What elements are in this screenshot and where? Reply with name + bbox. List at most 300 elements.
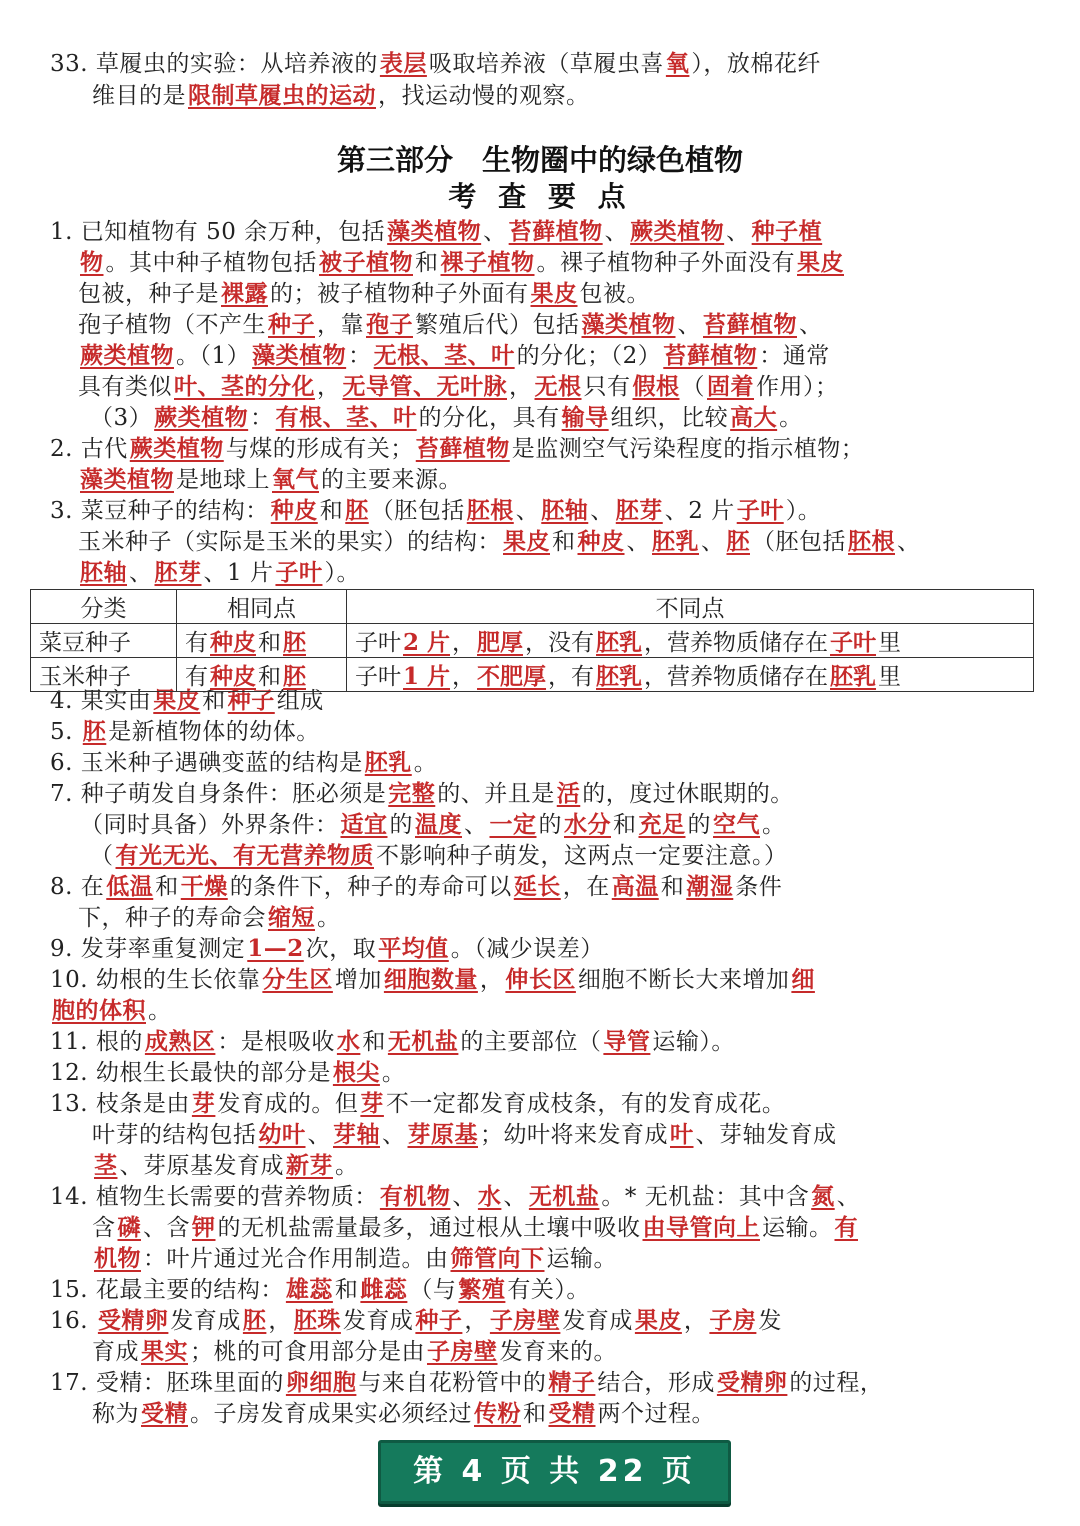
text-run: 运输）。: [652, 1029, 735, 1055]
text-line: [50, 1088, 785, 1120]
text-run: 的主要来源。: [321, 467, 462, 493]
text-line: [80, 809, 786, 841]
text-run: 。子房发育成果实必须经过: [190, 1401, 472, 1427]
text-run: 33. 草履虫的实验：从培养液的: [50, 51, 378, 77]
answer-blank: 果实: [141, 1338, 188, 1365]
page-indicator: 第 4 页 共 22 页: [378, 1440, 731, 1504]
answer-blank: 水: [336, 1028, 361, 1055]
text-run: 、含: [143, 1215, 190, 1241]
text-run: ：通常: [759, 343, 830, 369]
text-line: [92, 1243, 617, 1275]
table-cell: [347, 624, 1034, 658]
text-line: [50, 995, 172, 1027]
answer-blank: 传粉: [474, 1400, 521, 1427]
answer-blank: 输导: [561, 404, 609, 431]
text-run: 7. 种子萌发自身条件：胚必须是: [50, 781, 387, 807]
text-run: 发育成: [562, 1308, 633, 1334]
answer-blank: 繁殖: [458, 1276, 506, 1303]
text-run: 。: [413, 750, 438, 776]
answer-blank: 表层: [379, 50, 427, 77]
answer-blank: 细: [791, 966, 815, 993]
text-run: ，: [452, 630, 476, 656]
text-run: 组织，比较: [610, 405, 729, 431]
answer-blank: 苔藓植物: [508, 218, 603, 245]
answer-blank: 完整: [388, 780, 436, 807]
text-run: 子叶: [355, 630, 401, 656]
text-line: [92, 1119, 837, 1151]
answer-blank: 缩短: [268, 904, 315, 931]
answer-blank: 根尖: [332, 1059, 380, 1086]
text-run: （胚包括: [370, 498, 465, 524]
text-run: 、1 片: [203, 560, 274, 586]
text-run: 和: [334, 1277, 359, 1303]
text-line: [78, 309, 823, 341]
answer-blank: 孢子: [366, 311, 413, 338]
answer-blank: 种子: [268, 311, 315, 338]
text-run: ：是根吸收: [217, 1029, 335, 1055]
answer-blank: 物: [80, 249, 104, 276]
answer-blank: 1—2: [247, 935, 304, 962]
text-run: 和: [362, 1029, 386, 1055]
text-run: 子叶: [355, 664, 401, 690]
text-run: 14. 植物生长需要的营养物质：: [50, 1184, 378, 1210]
answer-blank: 胚轴: [541, 497, 589, 524]
text-run: 8. 在: [50, 874, 105, 900]
text-line: [78, 371, 839, 403]
text-run: 里: [878, 630, 902, 656]
answer-blank: 假根: [632, 373, 680, 400]
answer-blank: 充足: [638, 811, 686, 838]
text-run: 的: [389, 812, 413, 838]
answer-blank: 高大: [730, 404, 778, 431]
text-run: 的: [538, 812, 562, 838]
subtitle: 考 查 要 点: [448, 180, 632, 213]
answer-blank: 受精: [141, 1400, 188, 1427]
text-run: 、: [897, 529, 921, 555]
answer-blank: 无根、茎、叶: [373, 342, 515, 369]
text-run: 玉米种子（实际是玉米的果实）的结构：: [78, 529, 501, 555]
text-run: 和: [258, 664, 281, 690]
answer-blank: 磷: [117, 1214, 141, 1241]
text-run: 包被，种子是: [78, 281, 219, 307]
text-line: [50, 964, 817, 996]
answer-blank: 裸露: [221, 280, 268, 307]
text-run: 15. 花最主要的结构：: [50, 1277, 284, 1303]
text-run: 孢子植物（不产生: [78, 312, 266, 338]
text-run: 有: [185, 664, 208, 690]
text-run: 发育来的。: [499, 1339, 617, 1365]
text-run: 。其中种子植物包括: [105, 250, 317, 276]
text-run: 、芽原基发育成: [119, 1153, 284, 1179]
text-run: ，有: [548, 664, 595, 690]
answer-blank: 蕨类植物: [154, 404, 249, 431]
text-run: 含: [92, 1215, 116, 1241]
text-line: [78, 464, 462, 496]
answer-blank: 种皮: [577, 528, 625, 555]
answer-blank: 胚: [242, 1307, 267, 1334]
text-run: 是新植物体的幼体。: [108, 719, 320, 745]
answer-blank: 果皮: [530, 280, 578, 307]
text-run: 、: [503, 1184, 527, 1210]
text-line: [50, 747, 437, 779]
text-run: ，: [479, 967, 504, 993]
text-run: 的；被子植物种子外面有: [270, 281, 529, 307]
text-line: [50, 495, 821, 527]
text-run: 育成: [92, 1339, 139, 1365]
text-run: ）。: [324, 560, 360, 586]
text-run: ），放棉花纤: [691, 51, 821, 77]
answer-blank: 氧气: [272, 466, 319, 493]
text-run: 。（1）: [176, 343, 251, 369]
text-run: 发育成: [342, 1308, 414, 1334]
answer-blank: 种子: [227, 687, 275, 714]
answer-blank: 藻类植物: [80, 466, 174, 493]
answer-blank: 1 片: [403, 663, 451, 690]
text-run: 组成: [276, 688, 324, 714]
answer-blank: 种皮: [210, 663, 256, 690]
text-run: 9. 发芽率重复测定: [50, 936, 246, 962]
text-run: 的: [687, 812, 711, 838]
answer-blank: 子叶: [830, 629, 877, 656]
text-run: ，没有: [525, 630, 595, 656]
text-line: [78, 340, 830, 372]
text-run: ：: [250, 405, 274, 431]
text-run: 和: [552, 529, 576, 555]
text-run: ，找运动慢的观察。: [378, 83, 590, 109]
text-line: [92, 1212, 860, 1244]
text-line: [78, 557, 360, 589]
answer-blank: 胚根: [466, 497, 514, 524]
text-run: 增加: [334, 967, 382, 993]
text-run: 运输。: [546, 1246, 617, 1272]
text-run: ，: [452, 664, 476, 690]
text-line: [50, 871, 782, 903]
answer-blank: 无根: [534, 373, 582, 400]
text-run: 结合，形成: [597, 1370, 715, 1396]
text-run: 、2 片: [664, 498, 735, 524]
text-run: ：叶片通过光合作用制造。由: [143, 1246, 449, 1272]
text-run: 发: [758, 1308, 782, 1334]
answer-blank: 种皮: [270, 497, 318, 524]
answer-blank: 果皮: [503, 528, 550, 555]
text-run: 和: [660, 874, 685, 900]
answer-blank: 胚: [283, 629, 306, 656]
text-run: 的、并且是: [437, 781, 555, 807]
text-run: 、芽轴发育成: [695, 1122, 837, 1148]
answer-blank: 一定: [489, 811, 537, 838]
text-line: [78, 247, 846, 279]
table-cell: [31, 624, 177, 658]
text-run: 。: [335, 1153, 359, 1179]
text-run: 下，种子的寿命会: [78, 905, 266, 931]
text-line: [78, 526, 921, 558]
answer-blank: 受精: [548, 1400, 596, 1427]
answer-blank: 果皮: [797, 249, 844, 276]
text-run: 。: [148, 998, 172, 1024]
text-run: （同时具备）外界条件：: [80, 812, 339, 838]
text-run: 、: [677, 312, 701, 338]
answer-blank: 子房壁: [427, 1338, 498, 1365]
text-run: 、: [452, 1184, 476, 1210]
text-run: 发育成: [170, 1308, 241, 1334]
answer-blank: 蕨类植物: [630, 218, 725, 245]
text-run: 、: [626, 529, 650, 555]
text-run: ，: [268, 1308, 292, 1334]
answer-blank: 茎: [94, 1152, 118, 1179]
text-line: [50, 1367, 883, 1399]
text-run: 。裸子植物种子外面没有: [536, 250, 795, 276]
answer-blank: 藻类植物: [252, 342, 347, 369]
answer-blank: 有光无光、有无营养物质: [115, 842, 374, 869]
text-line: [90, 402, 803, 434]
answer-blank: 叶: [670, 1121, 694, 1148]
table-header-row: [31, 590, 1034, 624]
answer-blank: 藻类植物: [581, 311, 676, 338]
answer-blank: 机物: [94, 1245, 141, 1272]
text-run: 、: [464, 812, 488, 838]
text-run: 叶芽的结构包括: [92, 1122, 257, 1148]
text-run: 玉米种子: [39, 664, 131, 690]
text-run: 10. 幼根的生长依靠: [50, 967, 261, 993]
text-run: 不影响种子萌发，这两点一定要注意。）: [376, 843, 788, 869]
answer-blank: 叶、茎的分化: [174, 373, 315, 400]
answer-blank: 雌蕊: [360, 1276, 408, 1303]
section-title: 第三部分 生物圈中的绿色植物: [336, 143, 743, 177]
answer-blank: 空气: [713, 811, 760, 838]
answer-blank: 成熟区: [144, 1028, 216, 1055]
text-line: [92, 1150, 359, 1182]
text-run: 菜豆种子: [39, 630, 131, 656]
text-run: 次，取: [305, 936, 377, 962]
text-run: 繁殖后代）包括: [415, 312, 580, 338]
text-line: [50, 716, 320, 748]
answer-blank: 种子植: [751, 218, 823, 245]
answer-blank: 延长: [513, 873, 561, 900]
answer-blank: 适宜: [340, 811, 388, 838]
answer-blank: 子叶: [275, 559, 323, 586]
text-run: 的主要部位（: [460, 1029, 602, 1055]
answer-blank: 钾: [192, 1214, 216, 1241]
table-header-cell: 不同点: [347, 590, 1034, 624]
text-run: 13. 枝条是由: [50, 1091, 190, 1117]
text-run: ，: [317, 374, 341, 400]
text-run: ，: [464, 1308, 488, 1334]
answer-blank: 限制草履虫的运动: [188, 82, 376, 109]
answer-blank: 果皮: [153, 687, 201, 714]
text-run: 。: [317, 905, 341, 931]
text-run: 11. 根的: [50, 1029, 143, 1055]
answer-blank: 芽: [191, 1090, 216, 1117]
table-cell: [347, 658, 1034, 692]
text-run: 的分化；（2）: [516, 343, 662, 369]
answer-blank: 固着: [707, 373, 754, 400]
text-run: 是监测空气污染程度的指示植物；: [511, 436, 865, 462]
text-run: 包被。: [579, 281, 650, 307]
text-run: 、: [382, 1122, 406, 1148]
text-run: （: [681, 374, 705, 400]
answer-blank: 干燥: [180, 873, 228, 900]
text-run: ：: [348, 343, 372, 369]
text-run: 16.: [50, 1308, 96, 1334]
text-run: 的分化，具有: [418, 405, 560, 431]
answer-blank: 种子: [415, 1307, 463, 1334]
text-run: 维目的是: [92, 83, 186, 109]
answer-blank: 温度: [415, 811, 462, 838]
answer-blank: 子房壁: [489, 1307, 561, 1334]
text-run: ，在: [562, 874, 610, 900]
text-run: 称为: [92, 1401, 139, 1427]
answer-blank: 无导管、无叶脉: [342, 373, 507, 400]
text-run: ，: [683, 1308, 708, 1334]
answer-blank: 芽: [360, 1090, 384, 1117]
answer-blank: 平均值: [378, 935, 449, 962]
text-line: [90, 840, 788, 872]
text-run: 、: [799, 312, 823, 338]
answer-blank: 蕨类植物: [129, 435, 224, 462]
answer-blank: 胚: [283, 663, 306, 690]
text-run: 和: [415, 250, 439, 276]
answer-blank: 幼叶: [258, 1121, 306, 1148]
text-run: 里: [878, 664, 902, 690]
answer-blank: 细胞数量: [383, 966, 478, 993]
text-line: [50, 433, 864, 465]
text-run: 和: [155, 874, 179, 900]
text-run: 具有类似: [78, 374, 172, 400]
text-line: [50, 216, 824, 248]
answer-blank: 高温: [611, 873, 659, 900]
answer-blank: 胚乳: [596, 663, 643, 690]
text-run: 、: [515, 498, 540, 524]
text-run: 、: [726, 219, 750, 245]
text-run: 和: [202, 688, 226, 714]
text-run: 作用）；: [756, 374, 839, 400]
answer-blank: 潮湿: [686, 873, 734, 900]
answer-blank: 芽原基: [407, 1121, 478, 1148]
text-run: 、: [836, 1184, 861, 1210]
text-run: 、: [590, 498, 614, 524]
text-run: 、: [483, 219, 507, 245]
answer-blank: 子房: [709, 1307, 757, 1334]
answer-blank: 新芽: [286, 1152, 333, 1179]
answer-blank: 导管: [603, 1028, 651, 1055]
text-line: [50, 1181, 860, 1213]
text-run: ）。: [785, 498, 822, 524]
text-run: 2. 古代: [50, 436, 128, 462]
text-run: 。: [762, 812, 786, 838]
text-run: （: [90, 843, 114, 869]
answer-blank: 2 片: [403, 629, 451, 656]
text-run: （3）: [90, 405, 153, 431]
answer-blank: 胚芽: [154, 559, 202, 586]
answer-blank: 伸长区: [505, 966, 576, 993]
text-run: 与煤的形成有关；: [225, 436, 414, 462]
answer-blank: 胚乳: [364, 749, 412, 776]
text-run: ，靠: [317, 312, 364, 338]
text-run: 4. 果实由: [50, 688, 152, 714]
text-run: 、: [701, 529, 725, 555]
text-line: [78, 278, 650, 310]
text-run: 。* 无机盐：其中含: [601, 1184, 810, 1210]
answer-blank: 有根、茎、叶: [275, 404, 417, 431]
answer-blank: 胚芽: [615, 497, 663, 524]
text-line: [92, 1336, 617, 1368]
text-run: 和: [523, 1401, 547, 1427]
text-line: [50, 1026, 735, 1058]
text-run: 12. 幼根生长最快的部分是: [50, 1060, 331, 1086]
answer-blank: 苔藓植物: [663, 342, 758, 369]
answer-blank: 受精卵: [97, 1307, 169, 1334]
text-run: 不一定都发育成枝条，有的发育成花。: [385, 1091, 786, 1117]
answer-blank: 受精卵: [716, 1369, 788, 1396]
answer-blank: 胚轴: [80, 559, 127, 586]
text-run: 3. 菜豆种子的结构：: [50, 498, 269, 524]
answer-blank: 水分: [564, 811, 611, 838]
answer-blank: 胚: [345, 497, 369, 524]
text-run: ，营养物质储存在: [644, 630, 829, 656]
answer-blank: 果皮: [634, 1307, 682, 1334]
answer-blank: 藻类植物: [387, 218, 482, 245]
answer-blank: 氮: [811, 1183, 835, 1210]
answer-blank: 被子植物: [319, 249, 413, 276]
text-run: ，营养物质储存在: [644, 664, 829, 690]
answer-blank: 不肥厚: [477, 663, 547, 690]
answer-blank: 苔藓植物: [703, 311, 797, 338]
answer-blank: 低温: [106, 873, 154, 900]
answer-blank: 精子: [548, 1369, 596, 1396]
answer-blank: 芽轴: [333, 1121, 380, 1148]
answer-blank: 活: [556, 780, 581, 807]
answer-blank: 胚乳: [652, 528, 699, 555]
text-run: 6. 玉米种子遇碘变蓝的结构是: [50, 750, 363, 776]
text-run: 细胞不断长大来增加: [577, 967, 790, 993]
table-header-cell: 相同点: [177, 590, 347, 624]
answer-blank: 胚乳: [830, 663, 877, 690]
text-run: 两个过程。: [597, 1401, 715, 1427]
text-run: 的，度过休眠期的。: [582, 781, 794, 807]
text-line: [92, 1398, 715, 1430]
text-line: [92, 80, 590, 112]
text-line: [50, 778, 794, 810]
text-run: （胚包括: [752, 529, 846, 555]
text-line: [50, 1305, 782, 1337]
text-line: [50, 1274, 590, 1306]
answer-blank: 水: [477, 1183, 502, 1210]
table-header-cell: 分类: [31, 590, 177, 624]
answer-blank: 由导管向上: [642, 1214, 760, 1241]
text-run: 、: [307, 1122, 331, 1148]
text-run: 17. 受精：胚珠里面的: [50, 1370, 284, 1396]
table-cell: [177, 658, 347, 692]
text-run: 。（减少误差）: [450, 936, 604, 962]
answer-blank: 胞的体积: [52, 997, 146, 1024]
text-run: 。: [779, 405, 803, 431]
text-run: ；幼叶将来发育成: [480, 1122, 668, 1148]
text-line: [50, 48, 821, 80]
text-run: ；桃的可食用部分是由: [190, 1339, 425, 1365]
answer-blank: 胚珠: [293, 1307, 341, 1334]
answer-blank: 蕨类植物: [80, 342, 174, 369]
text-run: 是地球上: [176, 467, 270, 493]
text-run: 。: [381, 1060, 406, 1086]
text-run: ，: [509, 374, 533, 400]
seed-comparison-table: [30, 589, 1034, 692]
table-cell: [177, 624, 347, 658]
text-run: 1. 已知植物有 50 余万种，包括: [50, 219, 386, 245]
text-line: [78, 902, 341, 934]
text-line: [50, 1057, 405, 1089]
text-run: 和: [319, 498, 344, 524]
table-cell: [31, 658, 177, 692]
